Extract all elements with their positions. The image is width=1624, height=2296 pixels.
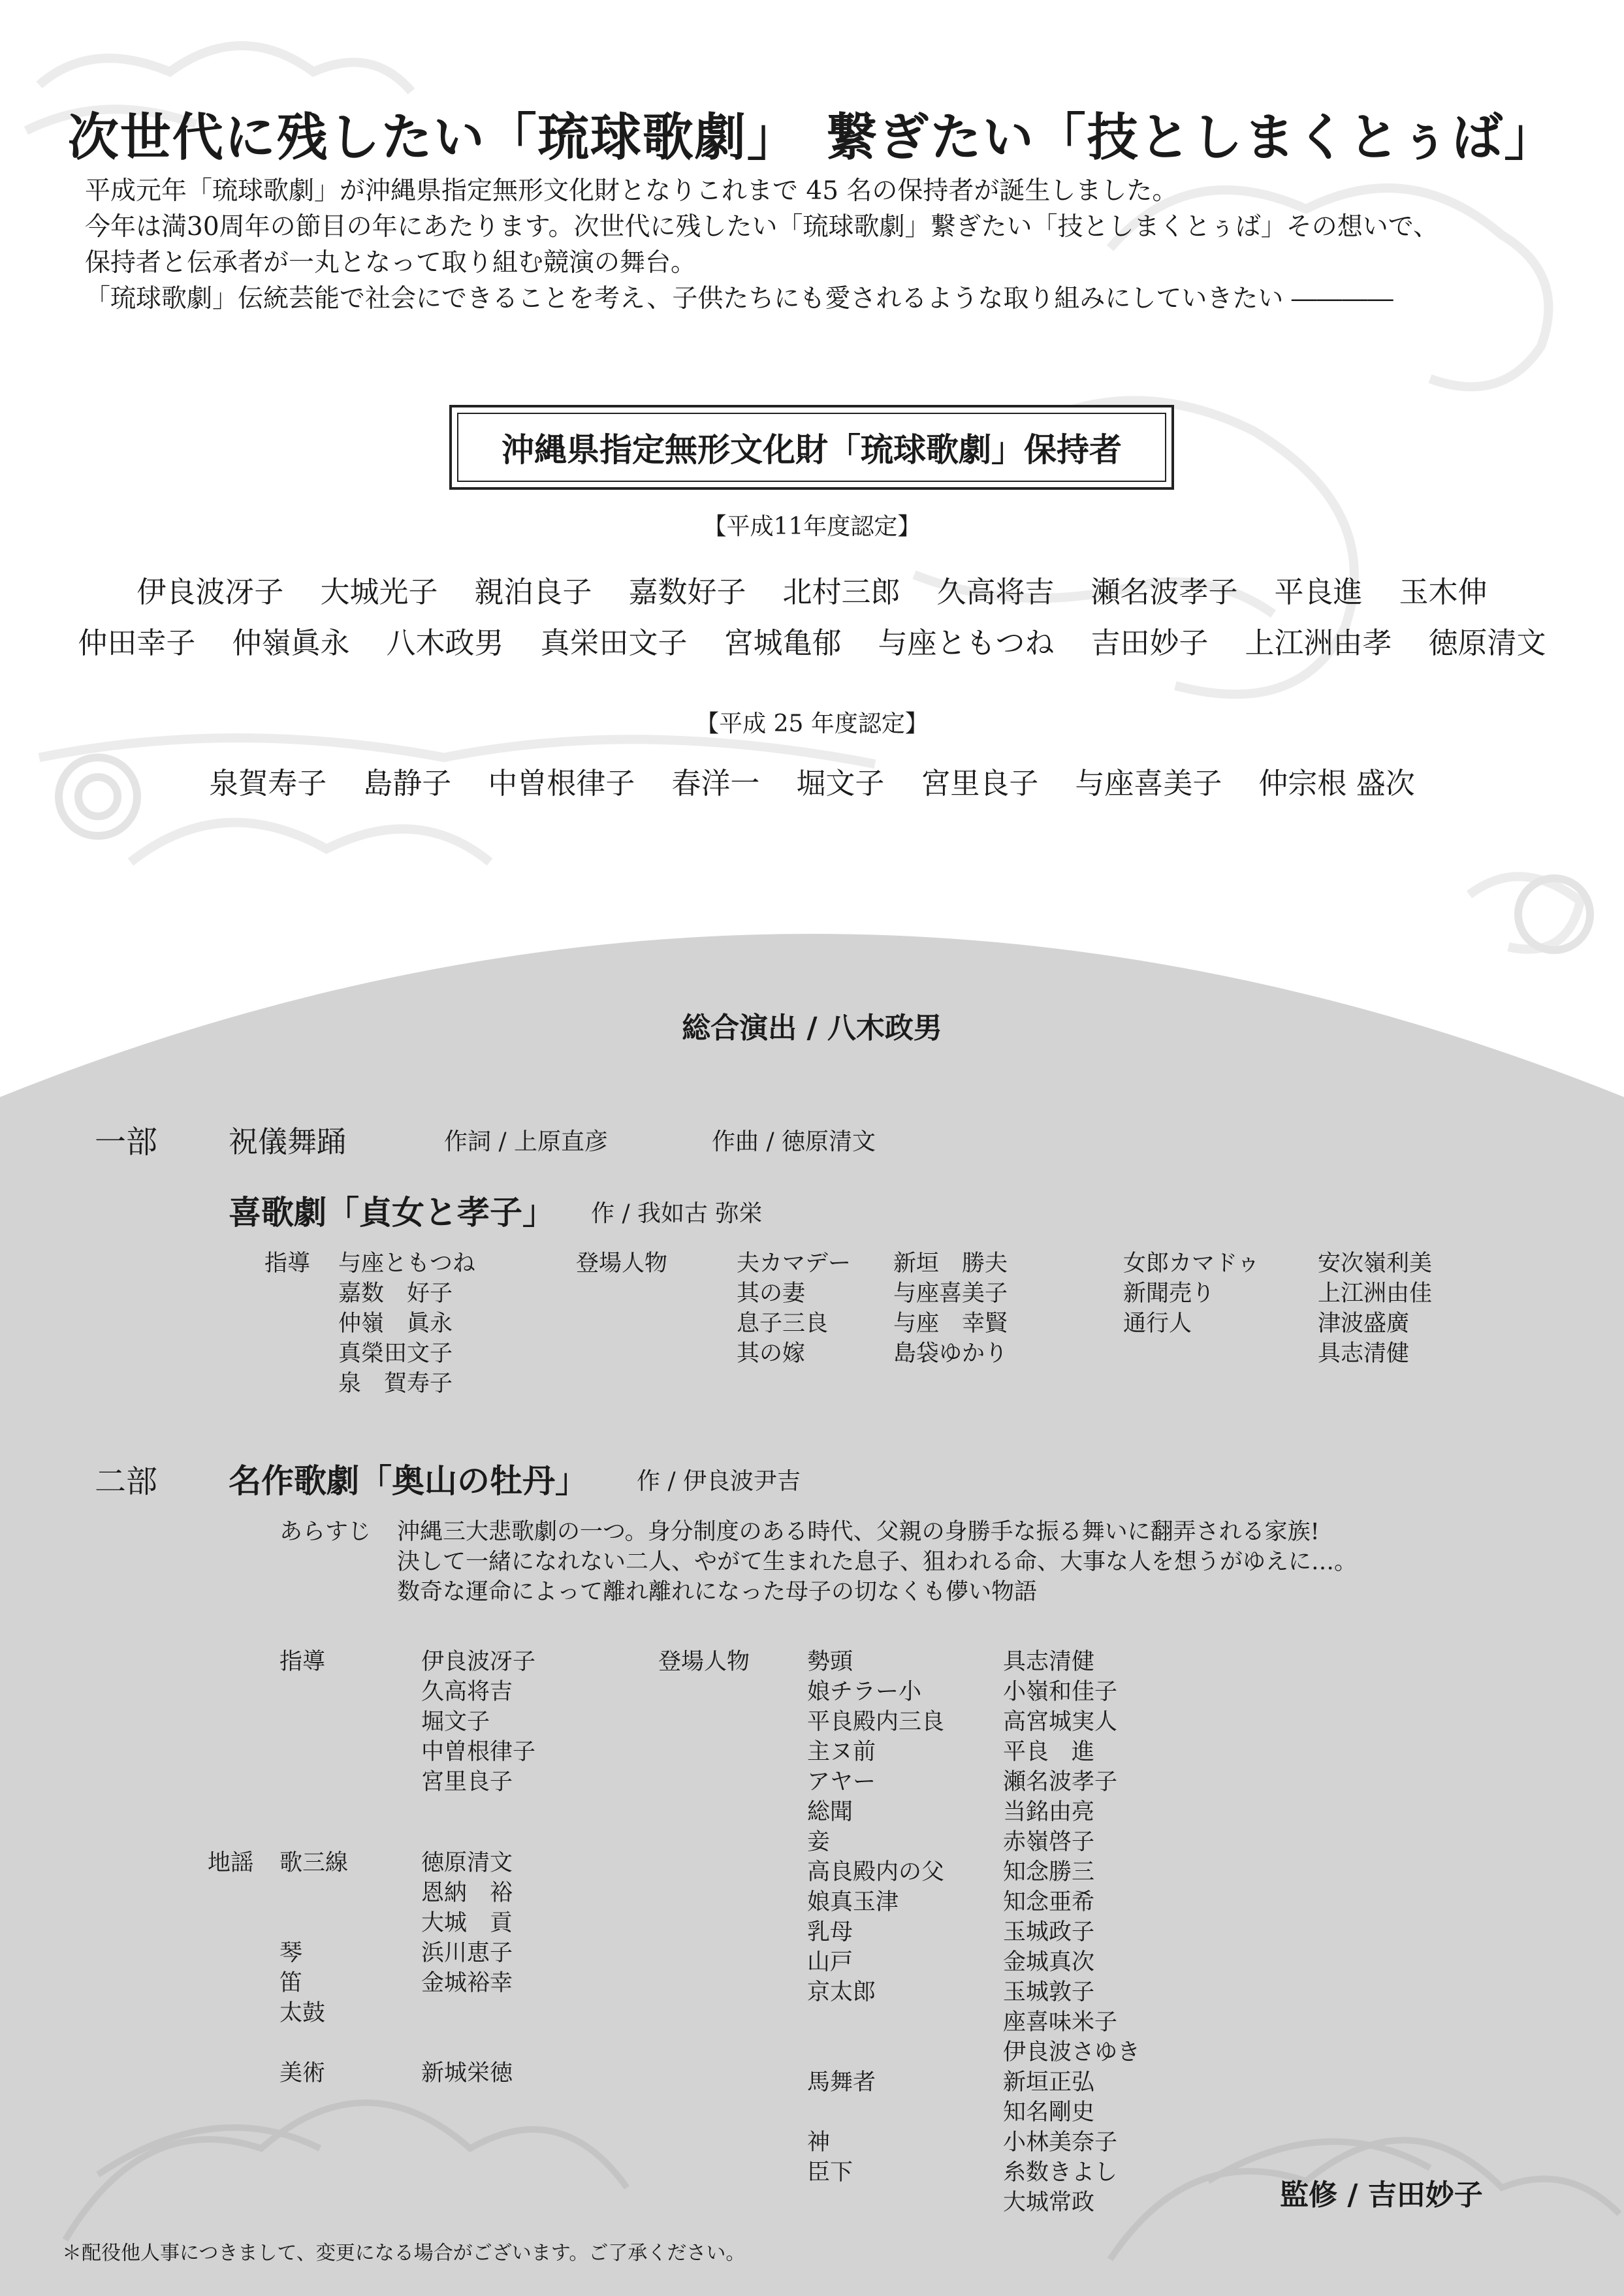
actor-name: 知念勝三	[1003, 1859, 1095, 1885]
guidance-name: 泉 賀寿子	[338, 1371, 453, 1397]
part2-roles	[807, 1647, 944, 2218]
intro-line: 「琉球歌劇」伝統芸能で社会にできることを考え、子供たちにも愛されるような取り組みにしていきたい ――――	[85, 284, 1393, 313]
role-name: アヤー	[807, 1769, 876, 1795]
role-name: 其の嫁	[737, 1341, 806, 1367]
holder-name: 玉木伸	[1399, 575, 1488, 609]
role-name	[807, 2007, 944, 2037]
role-name: 平良殿内三良	[807, 1709, 945, 1735]
holder-name: 仲田幸子	[78, 626, 196, 660]
intro-line: 今年は満30周年の節目の年にあたります。次世代に残したい「琉球歌劇」繋ぎたい「技としまくとぅば」その想いで、	[85, 212, 1439, 242]
actor-name: 安次嶺利美	[1318, 1251, 1433, 1277]
part2-play-author: 作 / 伊良波尹吉	[637, 1468, 801, 1495]
role-name: 新聞売り	[1123, 1281, 1215, 1307]
role-name	[807, 2188, 944, 2218]
dance-title: 祝儀舞踊	[229, 1124, 347, 1159]
holders-row-2	[0, 619, 1624, 662]
actor-name: 新垣 勝夫	[893, 1251, 1008, 1277]
part1-roles-b	[1123, 1249, 1260, 1339]
musician-name: 徳原清文	[421, 1850, 513, 1876]
holder-name: 中曽根律子	[488, 766, 635, 801]
actor-name: 平良 進	[1003, 1739, 1095, 1765]
role-name	[807, 2037, 944, 2067]
holder-name: 吉田妙子	[1091, 626, 1209, 660]
supervision: 監修 / 吉田妙子	[1280, 2178, 1483, 2212]
holder-name: 泉賀寿子	[209, 766, 327, 801]
sanshin-label: 歌三線	[279, 1850, 349, 1876]
role-name: 総聞	[807, 1799, 853, 1825]
role-name: 馬舞者	[807, 2069, 876, 2096]
intro-line: 平成元年「琉球歌劇」が沖縄県指定無形文化財となりこれまで 45 名の保持者が誕生しました。	[85, 176, 1178, 206]
role-name	[807, 2097, 944, 2128]
role-name: 妾	[807, 1829, 831, 1855]
guidance-name: 与座ともつね	[338, 1251, 476, 1277]
fue-player: 金城裕幸	[421, 1970, 513, 1996]
actor-name: 知名剛史	[1003, 2099, 1095, 2126]
holder-name: 北村三郎	[782, 575, 900, 609]
synopsis-line: 決して一緒になれない二人、やがて生まれた息子、狙われる命、大事な人を想うがゆえに…。	[397, 1549, 1358, 1575]
role-name: 主ヌ前	[807, 1739, 876, 1765]
part2-guidance-label: 指導	[279, 1649, 326, 1675]
actor-name: 具志清健	[1003, 1649, 1095, 1675]
actor-name: 当銘由亮	[1003, 1799, 1095, 1825]
part1-guidance-list	[338, 1249, 475, 1399]
holder-name: 大城光子	[320, 575, 438, 609]
holder-name: 堀文子	[796, 766, 885, 801]
part2-play-title: 名作歌劇「奥山の牡丹」	[229, 1461, 588, 1500]
role-name: 通行人	[1123, 1311, 1192, 1337]
art-staff: 新城栄徳	[421, 2060, 513, 2086]
actor-name: 玉城敦子	[1003, 1979, 1095, 2005]
year-label-h25: 【平成 25 年度認定】	[695, 710, 929, 737]
role-name: 勢頭	[807, 1649, 853, 1675]
holder-name: 上江洲由孝	[1245, 626, 1392, 660]
art-label: 美術	[279, 2060, 326, 2086]
actor-name: 座喜味米子	[1003, 2009, 1118, 2035]
actor-name: 小林美奈子	[1003, 2129, 1118, 2156]
role-name: 夫カマデー	[737, 1251, 852, 1277]
holders-title: 沖縄県指定無形文化財「琉球歌劇」保持者	[457, 413, 1166, 482]
musician-name: 大城 貢	[421, 1910, 513, 1936]
headline: 次世代に残したい「琉球歌劇」 繋ぎたい「技としまくとぅば」	[67, 108, 1557, 167]
taiko-label: 太鼓	[279, 2000, 326, 2026]
holder-name: 仲嶺眞永	[232, 626, 350, 660]
part2-label: 二部	[95, 1463, 158, 1500]
part1-play-author: 作 / 我如古 弥栄	[591, 1200, 763, 1227]
guidance-name: 堀文子	[421, 1709, 490, 1735]
year-label-h11: 【平成11年度認定】	[703, 513, 921, 540]
fue-label: 笛	[279, 1970, 303, 1996]
koto-label: 琴	[279, 1940, 303, 1966]
holders-title-box	[449, 405, 1174, 490]
actor-name: 伊良波さゆき	[1003, 2039, 1141, 2065]
holder-name: 徳原清文	[1428, 626, 1546, 660]
holder-name: 仲宗根 盛次	[1258, 766, 1415, 801]
holder-name: 嘉数好子	[628, 575, 746, 609]
general-director: 総合演出 / 八木政男	[682, 1012, 942, 1045]
role-name: 山戸	[807, 1949, 853, 1975]
holder-name: 久高将吉	[936, 575, 1055, 609]
sanshin-players	[421, 1848, 513, 1938]
actor-name: 与座喜美子	[893, 1281, 1008, 1307]
holder-name: 伊良波冴子	[136, 575, 284, 609]
role-name: 娘チラー小	[807, 1679, 922, 1705]
holder-name: 親泊良子	[474, 575, 592, 609]
musician-name: 恩納 裕	[421, 1880, 513, 1906]
holder-name: 与座喜美子	[1075, 766, 1222, 801]
jiutai-label: 地謡	[208, 1850, 254, 1876]
holder-name: 宮里良子	[921, 766, 1039, 801]
holder-name: 瀬名波孝子	[1091, 575, 1238, 609]
role-name: 神	[807, 2129, 831, 2156]
synopsis-line: 数奇な運命によって離れ離れになった母子の切なくも儚い物語	[397, 1579, 1038, 1605]
footnote: ＊配役他人事につきまして、変更になる場合がございます。ご了承ください。	[62, 2242, 746, 2265]
part1-guidance-label: 指導	[264, 1251, 311, 1277]
synopsis-text	[397, 1517, 1357, 1607]
actor-name: 上江洲由佳	[1318, 1281, 1433, 1307]
actor-name: 知念亜希	[1003, 1889, 1095, 1915]
synopsis-label: あらすじ	[279, 1519, 372, 1545]
guidance-name: 宮里良子	[421, 1769, 513, 1795]
holder-name: 島静子	[363, 766, 452, 801]
actor-name: 具志清健	[1318, 1341, 1410, 1367]
koto-player: 浜川恵子	[421, 1940, 513, 1966]
part2-guidance-list	[421, 1647, 535, 1797]
role-name: 臣下	[807, 2160, 853, 2186]
intro-line: 保持者と伝承者が一丸となって取り組む競演の舞台。	[85, 248, 697, 278]
guidance-name: 伊良波冴子	[421, 1649, 536, 1675]
holder-name: 八木政男	[386, 626, 504, 660]
role-name: 京太郎	[807, 1979, 876, 2005]
guidance-name: 仲嶺 眞永	[338, 1311, 453, 1337]
actor-name: 玉城政子	[1003, 1919, 1095, 1945]
holder-name: 宮城亀郁	[724, 626, 842, 660]
actor-name: 小嶺和佳子	[1003, 1679, 1118, 1705]
role-name: 息子三良	[737, 1311, 829, 1337]
guidance-name: 嘉数 好子	[338, 1281, 453, 1307]
actor-name: 大城常政	[1003, 2190, 1095, 2216]
actor-name: 金城真次	[1003, 1949, 1095, 1975]
part2-actors	[1003, 1647, 1140, 2218]
guidance-name: 久高将吉	[421, 1679, 513, 1705]
holders-row-3	[0, 759, 1624, 802]
holder-name: 真栄田文子	[540, 626, 688, 660]
part1-cast-label: 登場人物	[576, 1251, 668, 1277]
role-name: 娘真玉津	[807, 1889, 899, 1915]
part1-actors-a	[893, 1249, 1008, 1369]
role-name: 高良殿内の父	[807, 1859, 945, 1885]
part1-label: 一部	[95, 1124, 158, 1160]
dance-composer: 作曲 / 徳原清文	[712, 1128, 876, 1155]
role-name: 女郎カマドゥ	[1123, 1251, 1260, 1277]
part1-play-title: 喜歌劇「貞女と孝子」	[229, 1193, 555, 1232]
actor-name: 瀬名波孝子	[1003, 1769, 1118, 1795]
actor-name: 津波盛廣	[1318, 1311, 1410, 1337]
actor-name: 新垣正弘	[1003, 2069, 1095, 2096]
synopsis-line: 沖縄三大悲歌劇の一つ。身分制度のある時代、父親の身勝手な振る舞いに翻弄される家族!	[397, 1519, 1320, 1545]
holder-name: 春洋一	[671, 766, 760, 801]
actor-name: 赤嶺啓子	[1003, 1829, 1095, 1855]
part2-cast-label: 登場人物	[658, 1649, 750, 1675]
actor-name: 与座 幸賢	[893, 1311, 1008, 1337]
part1-roles-a	[737, 1249, 851, 1369]
holders-row-1	[0, 568, 1624, 611]
holder-name: 平良進	[1274, 575, 1363, 609]
actor-name: 島袋ゆかり	[893, 1341, 1008, 1367]
part1-actors-b	[1318, 1249, 1432, 1369]
actor-name: 高宮城実人	[1003, 1709, 1118, 1735]
holder-name: 与座ともつね	[878, 626, 1055, 660]
intro-text	[85, 173, 1561, 317]
actor-name: 糸数きよし	[1003, 2160, 1118, 2186]
dance-lyricist: 作詞 / 上原直彦	[444, 1128, 609, 1155]
role-name: 乳母	[807, 1919, 853, 1945]
role-name: 其の妻	[737, 1281, 806, 1307]
guidance-name: 真榮田文子	[338, 1341, 453, 1367]
guidance-name: 中曽根律子	[421, 1739, 536, 1765]
